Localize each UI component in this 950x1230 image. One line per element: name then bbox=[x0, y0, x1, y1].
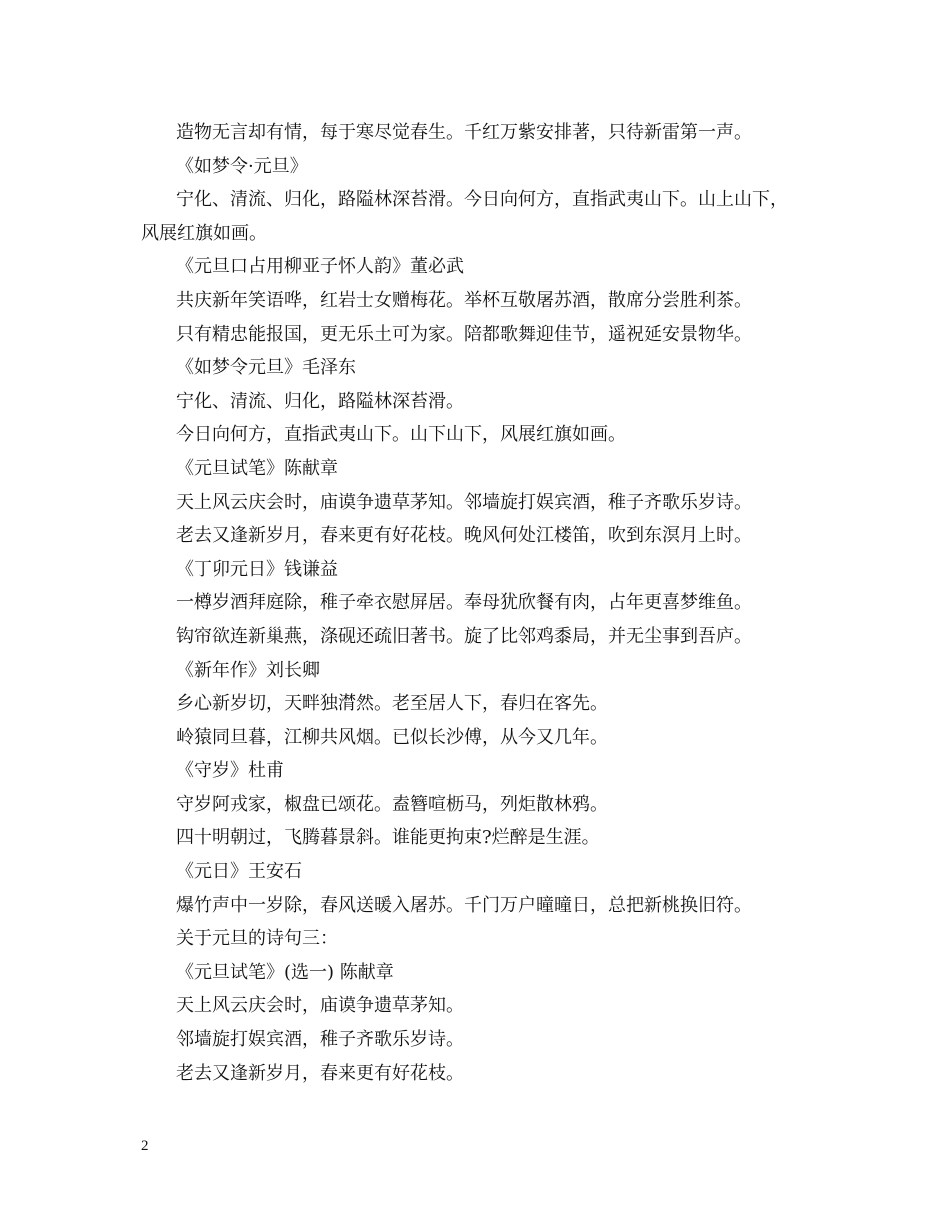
text-line: 老去又逢新岁月，春来更有好花枝。 bbox=[176, 1062, 464, 1084]
text-line: 守岁阿戎家，椒盘已颂花。盍簪喧枥马，列炬散林鸦。 bbox=[176, 793, 608, 815]
text-line: 风展红旗如画。 bbox=[141, 222, 267, 244]
text-line: 天上风云庆会时，庙谟争遗草茅知。 bbox=[176, 995, 464, 1017]
text-line: 《元旦口占用柳亚子怀人韵》董必武 bbox=[176, 256, 464, 278]
text-line: 一樽岁酒拜庭除，稚子牵衣慰屏居。奉母犹欣餐有肉，占年更喜梦维鱼。 bbox=[176, 592, 752, 614]
text-line: 今日向何方，直指武夷山下。山下山下，风展红旗如画。 bbox=[176, 424, 626, 446]
text-line: 《元日》王安石 bbox=[176, 861, 302, 883]
text-line: 邻墙旋打娱宾酒，稚子齐歌乐岁诗。 bbox=[176, 1029, 464, 1051]
text-line: 《如梦令元旦》毛泽东 bbox=[176, 357, 356, 379]
text-line: 《丁卯元日》钱谦益 bbox=[176, 558, 338, 580]
text-line: 老去又逢新岁月，春来更有好花枝。晚风何处江楼笛，吹到东溟月上时。 bbox=[176, 525, 752, 547]
text-line: 《如梦令·元旦》 bbox=[176, 155, 308, 177]
text-line: 《元旦试笔》(选一) 陈献章 bbox=[176, 961, 394, 983]
text-line: 天上风云庆会时，庙谟争遗草茅知。邻墙旋打娱宾酒，稚子齐歌乐岁诗。 bbox=[176, 491, 752, 513]
page-number: 2 bbox=[141, 1138, 149, 1154]
text-line: 只有精忠能报国，更无乐土可为家。陪都歌舞迎佳节，遥祝延安景物华。 bbox=[176, 323, 752, 345]
text-line: 宁化、清流、归化，路隘林深苔滑。 bbox=[176, 390, 464, 412]
text-line: 钩帘欲连新巢燕，涤砚还疏旧著书。旋了比邻鸡黍局，并无尘事到吾庐。 bbox=[176, 625, 752, 647]
text-line: 爆竹声中一岁除，春风送暖入屠苏。千门万户曈曈日，总把新桃换旧符。 bbox=[176, 894, 752, 916]
text-line: 造物无言却有情，每于寒尽觉春生。千红万紫安排著，只待新雷第一声。 bbox=[176, 122, 752, 143]
text-line: 《新年作》刘长卿 bbox=[176, 659, 320, 681]
poem-text-body bbox=[141, 116, 816, 1090]
text-line: 共庆新年笑语哗，红岩士女赠梅花。举杯互敬屠苏酒，散席分尝胜利茶。 bbox=[176, 289, 752, 311]
text-line: 《元旦试笔》陈献章 bbox=[176, 457, 338, 479]
text-line: 关于元旦的诗句三： bbox=[176, 928, 338, 950]
text-line: 《守岁》杜甫 bbox=[176, 760, 284, 782]
text-line: 岭猿同旦暮，江柳共风烟。已似长沙傅，从今又几年。 bbox=[176, 726, 608, 748]
text-line: 宁化、清流、归化，路隘林深苔滑。今日向何方，直指武夷山下。山上山下， bbox=[176, 189, 788, 211]
text-line: 四十明朝过，飞腾暮景斜。谁能更拘束?烂醉是生涯。 bbox=[176, 827, 600, 849]
text-line: 乡心新岁切，天畔独潸然。老至居人下，春归在客先。 bbox=[176, 693, 608, 715]
